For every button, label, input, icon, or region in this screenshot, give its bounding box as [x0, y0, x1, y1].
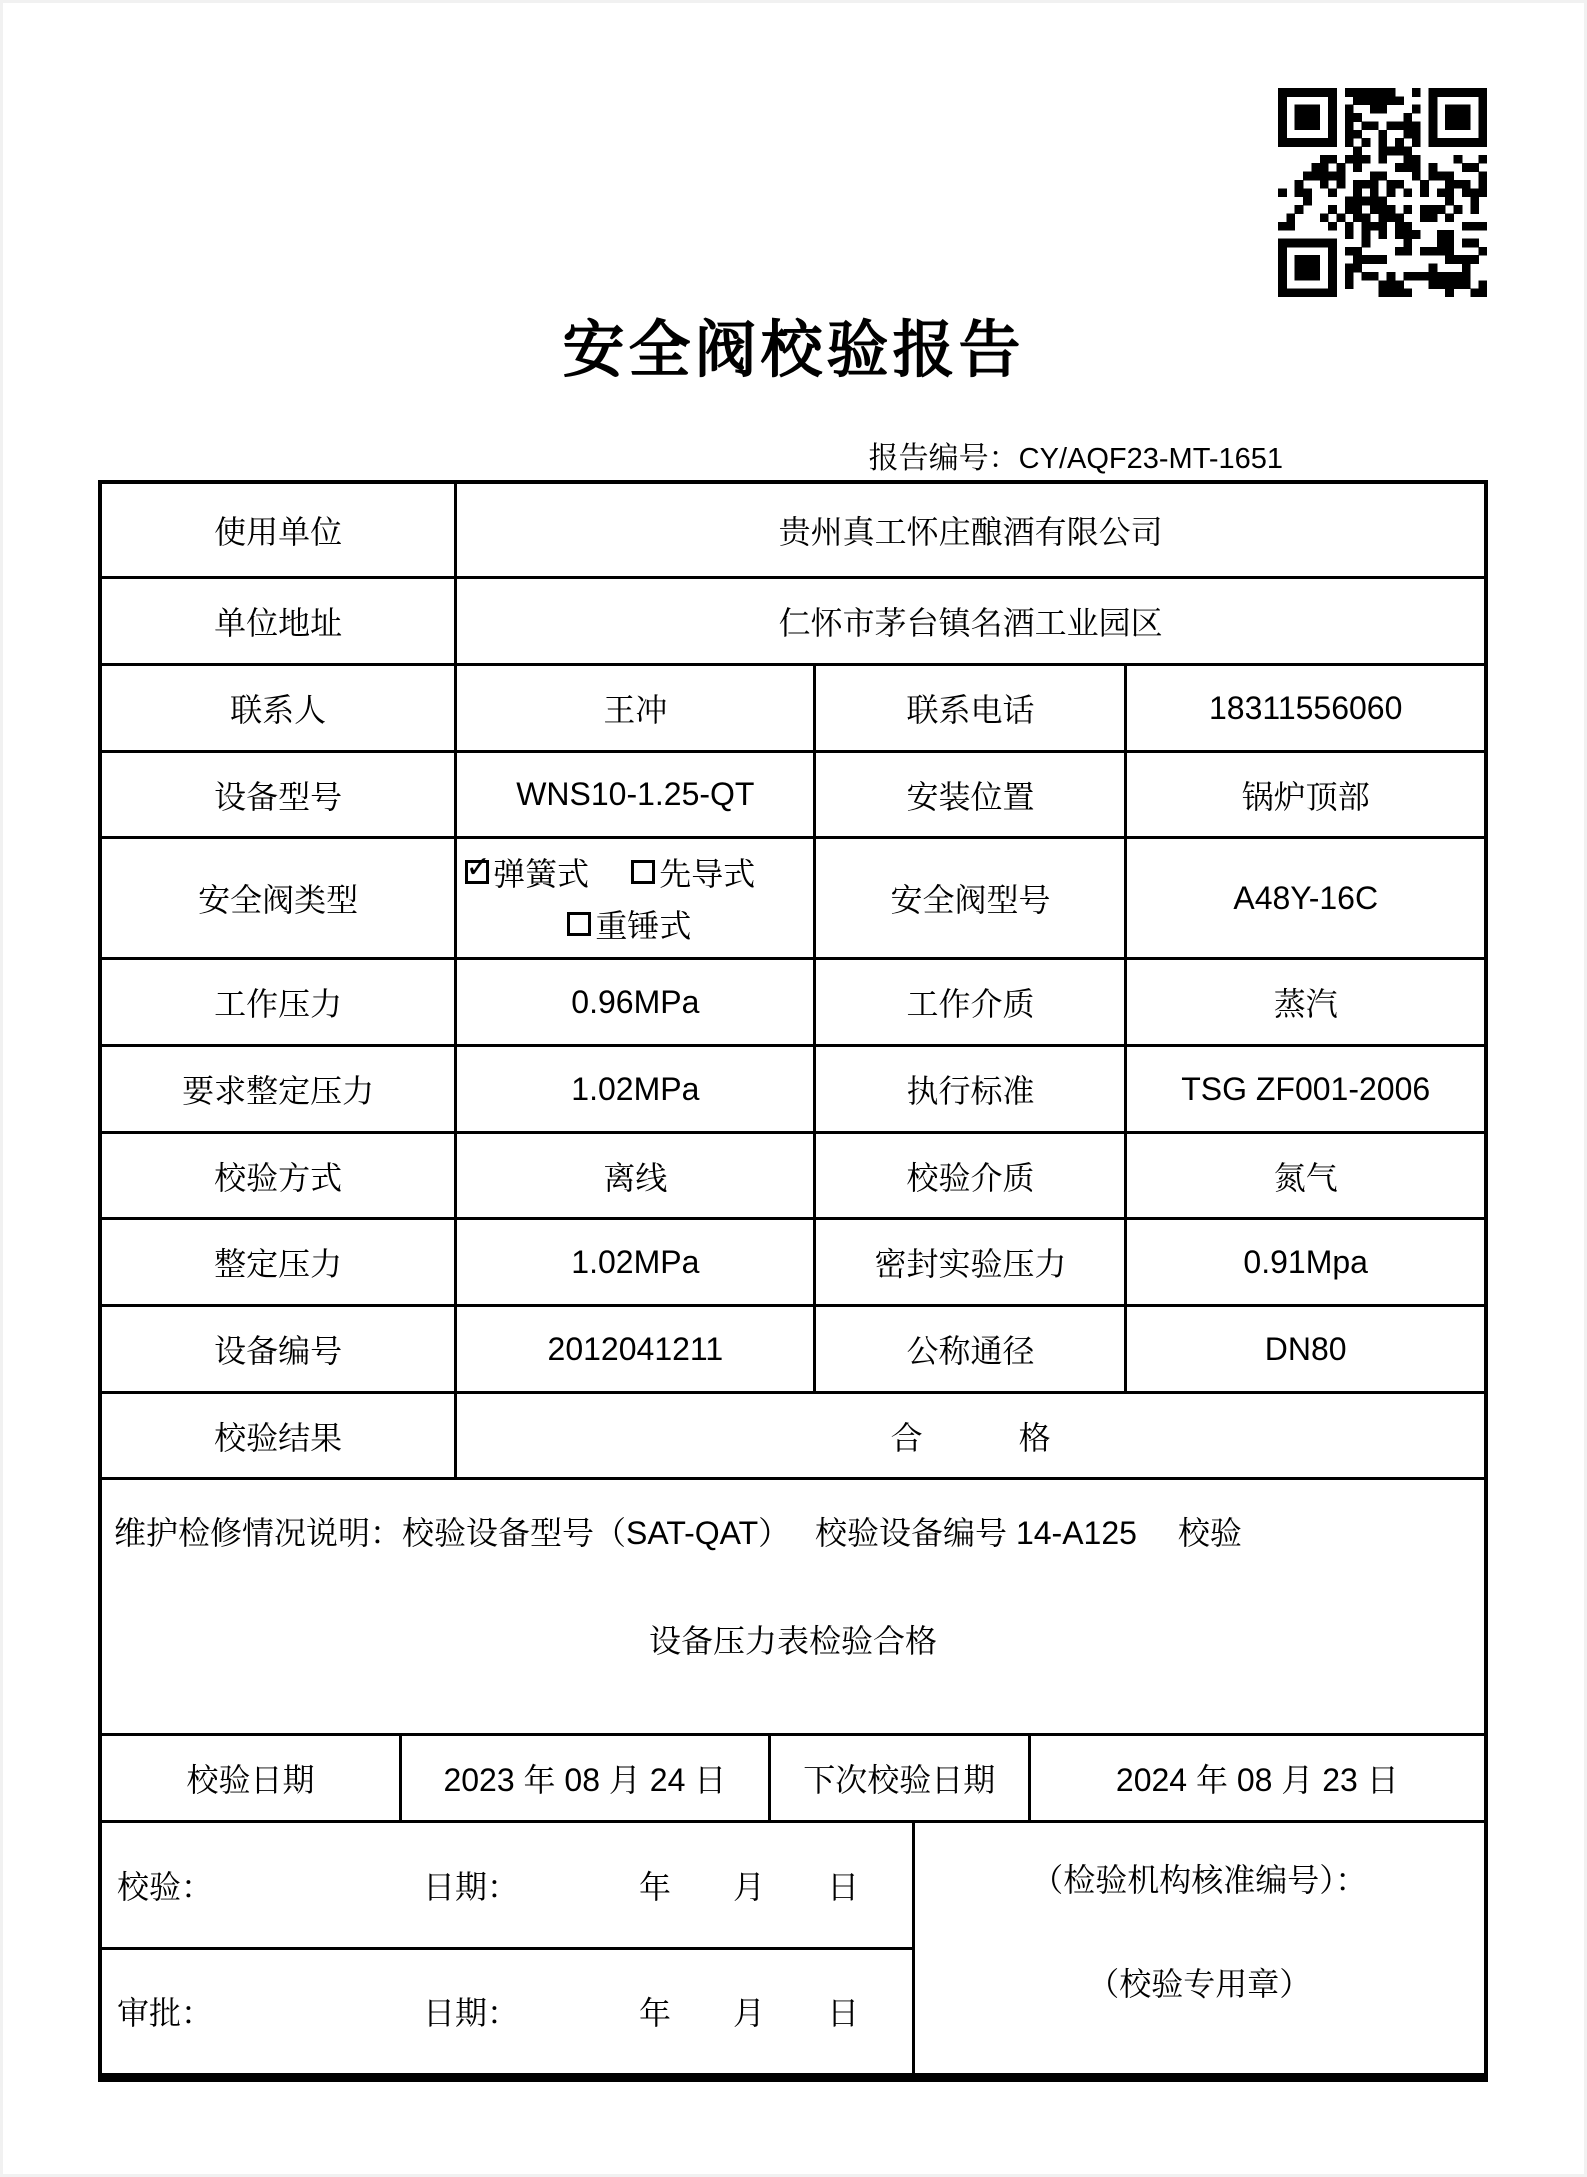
set-pressure-label: 整定压力: [102, 1220, 457, 1304]
calibration-date-label: 校验日期: [102, 1736, 402, 1820]
org-approval-no-label: （检验机构核准编号）：: [1031, 1862, 1368, 1898]
approve-month-label: 月: [733, 1995, 766, 2032]
work-pressure-value: 0.96MPa: [457, 960, 816, 1044]
calibration-date-value: 2023 年 08 月 24 日: [402, 1736, 771, 1820]
option-weight-label: 重锤式: [595, 908, 692, 944]
checkbox-checked-icon: ✓: [465, 851, 491, 884]
install-position-label: 安装位置: [816, 753, 1127, 836]
row-unit: [102, 484, 1484, 579]
nominal-diameter-value: DN80: [1264, 1330, 1347, 1367]
verify-row: [102, 1823, 912, 1950]
org-seal-cell: [915, 1823, 1484, 2073]
seal-test-pressure-label: 密封实验压力: [816, 1220, 1127, 1304]
standard-value: TSG ZF001-2006: [1181, 1070, 1431, 1107]
row-result: [102, 1394, 1484, 1480]
checkbox-unchecked-icon: [631, 860, 655, 884]
required-set-pressure-label: 要求整定压力: [102, 1047, 457, 1131]
option-pilot-label: 先导式: [659, 856, 756, 892]
valve-model-value: A48Y-16C: [1233, 879, 1379, 916]
maintenance-note: [102, 1480, 1484, 1736]
verify-label: 校验：: [117, 1868, 214, 1905]
row-dates: [102, 1736, 1484, 1823]
next-date-label: 下次校验日期: [771, 1736, 1031, 1820]
report-number-label: 报告编号：: [868, 442, 1019, 475]
row-method: [102, 1134, 1484, 1220]
option-spring: [465, 849, 755, 895]
valve-type-options: [457, 839, 816, 957]
option-weight: [567, 901, 691, 947]
unit-label: 使用单位: [102, 484, 457, 576]
seal-test-pressure-value: 0.91Mpa: [1243, 1243, 1368, 1280]
nominal-diameter-label: 公称通径: [816, 1307, 1127, 1391]
checkbox-unchecked-icon: [567, 912, 591, 936]
address-label: 单位地址: [102, 579, 457, 663]
option-spring-label: 弹簧式: [493, 856, 590, 892]
page-title: 安全阀校验报告: [562, 313, 1025, 386]
row-contact: [102, 666, 1484, 753]
calibration-medium-label: 校验介质: [816, 1134, 1127, 1217]
approve-year-label: 年: [639, 1995, 672, 2032]
valve-type-label: 安全阀类型: [102, 839, 457, 957]
signoff-section: [102, 1823, 1484, 2073]
method-label: 校验方式: [102, 1134, 457, 1217]
row-required-set-pressure: [102, 1047, 1484, 1134]
standard-label: 执行标准: [816, 1047, 1127, 1131]
maintenance-line1: 维护检修情况说明：校验设备型号（SAT-QAT） 校验设备编号 14-A125 校验: [114, 1515, 1242, 1551]
signoff-left: [102, 1823, 915, 2073]
phone-label: 联系电话: [816, 666, 1127, 750]
work-medium-label: 工作介质: [816, 960, 1127, 1044]
row-set-pressure: [102, 1220, 1484, 1307]
required-set-pressure-value: 1.02MPa: [457, 1047, 816, 1131]
set-pressure-value: 1.02MPa: [457, 1220, 816, 1304]
phone-value: 18311556060: [1209, 689, 1403, 726]
contact-label: 联系人: [102, 666, 457, 750]
next-date-value: 2024 年 08 月 23 日: [1115, 1762, 1399, 1798]
verify-date-label: 日期：: [423, 1868, 520, 1905]
method-value: 离线: [457, 1134, 816, 1217]
work-medium-value: 蒸汽: [1273, 986, 1338, 1022]
work-pressure-label: 工作压力: [102, 960, 457, 1044]
device-no-value: 2012041211: [457, 1307, 816, 1391]
contact-value: 王冲: [457, 666, 816, 750]
valve-model-label: 安全阀型号: [816, 839, 1127, 957]
calibration-medium-value: 氮气: [1273, 1159, 1338, 1196]
result-value: 合 格: [890, 1419, 1051, 1456]
maintenance-line2: 设备压力表检验合格: [648, 1623, 937, 1659]
approve-row: [102, 1950, 912, 2074]
row-address: [102, 579, 1484, 666]
report-number-line: [98, 433, 1488, 477]
verify-month-label: 月: [733, 1868, 766, 1905]
verify-day-label: 日: [827, 1868, 860, 1905]
result-label: 校验结果: [102, 1394, 457, 1477]
model-value: WNS10-1.25-QT: [457, 753, 816, 836]
verify-year-label: 年: [639, 1868, 672, 1905]
device-no-label: 设备编号: [102, 1307, 457, 1391]
model-label: 设备型号: [102, 753, 457, 836]
row-work-pressure: [102, 960, 1484, 1047]
address-value: 仁怀市茅台镇名酒工业园区: [778, 605, 1163, 641]
approve-day-label: 日: [827, 1995, 860, 2032]
install-position-value: 锅炉顶部: [1241, 778, 1370, 815]
row-model: [102, 753, 1484, 839]
unit-value: 贵州真工怀庄酿酒有限公司: [778, 514, 1163, 550]
report-table: [98, 480, 1488, 2082]
org-seal-label: （校验专用章）: [1087, 1966, 1312, 2002]
qr-code-icon: [1278, 88, 1487, 297]
approve-label: 审批：: [117, 1995, 214, 2032]
report-number-value: CY/AQF23-MT-1651: [1018, 443, 1283, 475]
approve-date-label: 日期：: [423, 1995, 520, 2032]
row-device-no: [102, 1307, 1484, 1394]
row-valve-type: [102, 839, 1484, 960]
